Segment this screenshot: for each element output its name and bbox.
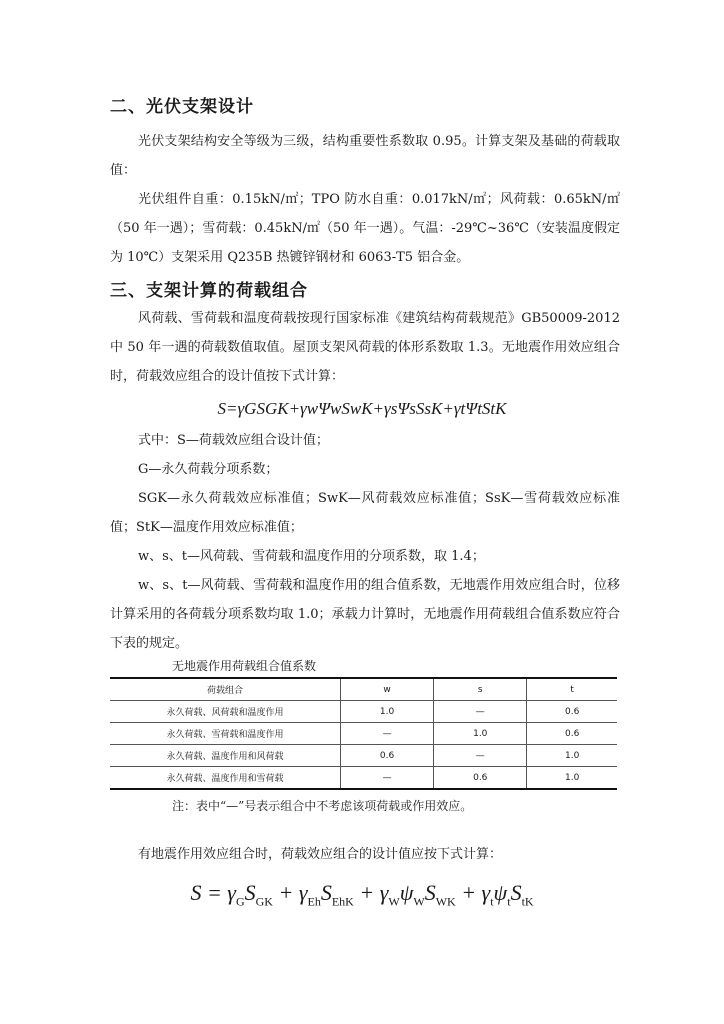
- definition-s: 式中：S—荷载效应组合设计值；: [138, 433, 329, 448]
- table-cell: 0.6: [527, 701, 617, 723]
- table-cell: 1.0: [527, 767, 617, 790]
- paragraph-safety-level: 光伏支架结构安全等级为三级，结构重要性系数取 0.95。计算支架及基础的荷载取值：: [110, 134, 620, 178]
- header-t: t: [527, 678, 617, 701]
- definition-combination-factors: w、s、t—风荷载、雪荷载和温度作用的组合值系数，无地震作用效应组合时，位移计算采用的各荷载分项系数均取 1.0；承载力计算时，无地震作用荷载组合值系数应符合下表的规定。: [110, 578, 620, 651]
- table-cell: 0.6: [527, 723, 617, 745]
- table-cell: 永久荷载、温度作用和雪荷载: [110, 767, 341, 790]
- definition-partial-factors: w、s、t—风荷载、雪荷载和温度作用的分项系数，取 1.4；: [138, 549, 485, 564]
- header-s: s: [434, 678, 527, 701]
- definition-g: G—永久荷载分项系数；: [138, 462, 279, 477]
- table-row: [110, 745, 617, 767]
- table-row: [110, 767, 617, 790]
- definition-standard-values: SGK—永久荷载效应标准值；SwK—风荷载效应标准值；SsK—雪荷载效应标准值；StK—温度作用效应标准值；: [110, 491, 620, 535]
- paragraph-seismic-intro: 有地震作用效应组合时，荷载效应组合的设计值应按下式计算：: [138, 847, 503, 862]
- table-cell: 0.6: [341, 745, 434, 767]
- table-caption: 无地震作用荷载组合值系数: [172, 659, 317, 673]
- table-cell: 永久荷载、雪荷载和温度作用: [110, 723, 341, 745]
- table-header-row: [110, 678, 617, 701]
- header-combination: 荷载组合: [110, 678, 341, 701]
- table-cell: —: [341, 723, 434, 745]
- table-cell: 永久荷载、温度作用和风荷载: [110, 745, 341, 767]
- combination-coefficient-table: [110, 677, 617, 790]
- table-cell: —: [341, 767, 434, 790]
- section-heading-load-combination: 三、支架计算的荷载组合: [110, 281, 308, 301]
- table-cell: 1.0: [527, 745, 617, 767]
- formula-non-seismic: S=γGSGK+γwΨwSwK+γsΨsSsK+γtΨtStK: [217, 399, 507, 418]
- table-cell: —: [434, 701, 527, 723]
- table-cell: 0.6: [434, 767, 527, 790]
- table-row: [110, 701, 617, 723]
- paragraph-load-values: 光伏组件自重：0.15kN/㎡；TPO 防水自重：0.017kN/㎡；风荷载：0.65kN/㎡（50 年一遇）；雪荷载：0.45kN/㎡（50 年一遇）。气温：-29℃~36℃（安装温度假定为 10℃）支架采用 Q235B 热镀锌钢材和 6063-T5 铝合金。: [110, 192, 620, 265]
- section-heading-pv-support: 二、光伏支架设计: [110, 97, 254, 117]
- table-cell: —: [434, 745, 527, 767]
- table-cell: 永久荷载、风荷载和温度作用: [110, 701, 341, 723]
- table-note: 注：表中“—”号表示组合中不考虑该项荷载或作用效应。: [172, 799, 473, 813]
- header-w: w: [341, 678, 434, 701]
- paragraph-load-code: 风荷载、雪荷载和温度荷载按现行国家标准《建筑结构荷载规范》GB50009-2012 中 50 年一遇的荷载数值取值。屋顶支架风荷载的体形系数取 1.3。无地震作用效应组合时，荷载效应组合的设计值按下式计算：: [110, 311, 620, 384]
- formula-seismic: $S = \gamma_GS_{GK} + \gamma_{Eh}S_{EhK} + \gamma_W\psi_WS_{WK} + \gamma_t\psi_tS_{tK}$: [190, 880, 534, 909]
- table-row: [110, 723, 617, 745]
- table-cell: 1.0: [434, 723, 527, 745]
- table-cell: 1.0: [341, 701, 434, 723]
